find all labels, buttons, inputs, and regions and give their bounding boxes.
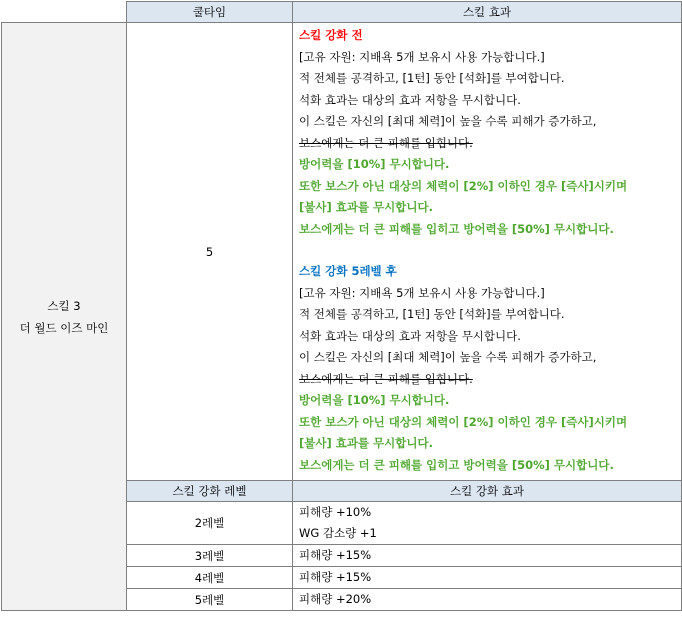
enh-level: 3레벨	[127, 545, 293, 567]
enh-effect-line: WG 감소량 +1	[299, 526, 377, 540]
after-line-highlight: [불사] 효과를 무시합니다.	[299, 436, 433, 450]
cooldown-value: 5	[127, 23, 293, 481]
enh-effect-header: 스킬 강화 효과	[293, 481, 682, 502]
before-title: 스킬 강화 전	[299, 28, 363, 42]
spacer	[299, 240, 675, 261]
before-line-highlight: 방어력을 [10%] 무시합니다.	[299, 157, 450, 171]
after-line: [고유 자원: 지배욕 5개 보유시 사용 가능합니다.]	[299, 285, 545, 300]
enh-level: 2레벨	[127, 502, 293, 545]
before-line: 이 스킬은 자신의 [최대 체력]이 높을 수록 피해가 증가하고,	[299, 114, 597, 128]
skill-table	[1, 1, 682, 611]
enh-effect: 피해량 +20%	[293, 589, 682, 611]
enh-level: 4레벨	[127, 567, 293, 589]
after-line-struck: 보스에게는 더 큰 피해를 입힙니다.	[299, 371, 473, 386]
skill-number: 스킬 3	[47, 298, 81, 313]
after-title: 스킬 강화 5레벨 후	[299, 264, 397, 278]
effect-header: 스킬 효과	[293, 2, 682, 23]
cooldown-header: 쿨타임	[127, 2, 293, 23]
after-line: 이 스킬은 자신의 [최대 체력]이 높을 수록 피해가 증가하고,	[299, 350, 597, 364]
after-line-highlight: 또한 보스가 아닌 대상의 체력이 [2%] 이하인 경우 [즉사]시키며	[299, 414, 628, 429]
enh-effect	[293, 502, 682, 545]
skill-effect-cell	[293, 23, 682, 481]
before-line: 석화 효과는 대상의 효과 저항을 무시합니다.	[299, 92, 521, 107]
before-line: [고유 자원: 지배욕 5개 보유시 사용 가능합니다.]	[299, 49, 545, 64]
after-line-highlight: 방어력을 [10%] 무시합니다.	[299, 393, 450, 407]
enh-effect: 피해량 +15%	[293, 545, 682, 567]
before-line-struck: 보스에게는 더 큰 피해를 입힙니다.	[299, 135, 473, 150]
enh-effect-line: 피해량 +10%	[299, 505, 372, 519]
before-line-highlight: 또한 보스가 아닌 대상의 체력이 [2%] 이하인 경우 [즉사]시키며	[299, 178, 628, 193]
after-line-highlight: 보스에게는 더 큰 피해를 입히고 방어력을 [50%] 무시합니다.	[299, 457, 614, 472]
skill-name: 더 월드 이즈 마인	[19, 320, 109, 335]
skill-name-cell	[2, 23, 127, 611]
enh-effect: 피해량 +15%	[293, 567, 682, 589]
before-line: 적 전체를 공격하고, [1턴] 동안 [석화]를 부여합니다.	[299, 71, 565, 85]
before-line-highlight: [불사] 효과를 무시합니다.	[299, 200, 433, 214]
after-line: 석화 효과는 대상의 효과 저항을 무시합니다.	[299, 328, 521, 343]
after-line: 적 전체를 공격하고, [1턴] 동안 [석화]를 부여합니다.	[299, 307, 565, 321]
before-line-highlight: 보스에게는 더 큰 피해를 입히고 방어력을 [50%] 무시합니다.	[299, 221, 614, 236]
corner-cell	[2, 2, 127, 23]
enh-level: 5레벨	[127, 589, 293, 611]
enh-level-header: 스킬 강화 레벨	[127, 481, 293, 502]
